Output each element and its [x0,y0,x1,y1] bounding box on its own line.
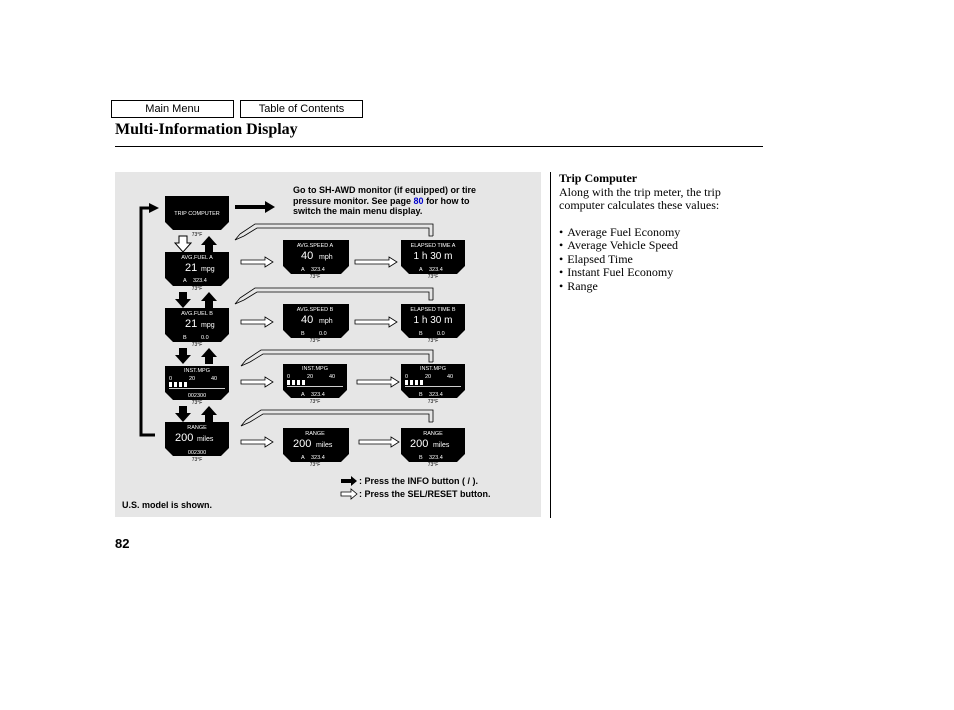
svg-text:40: 40 [447,374,454,380]
svg-text:73°F: 73°F [191,400,203,406]
list-item: • Average Vehicle Speed [559,239,759,253]
loop-arrow-head [149,203,159,213]
sidebar-text [559,172,759,293]
display-avg-speed-b [283,304,349,344]
svg-text:A: A [419,267,423,273]
display-elapsed-a [401,240,465,280]
svg-text:323.4: 323.4 [311,455,325,461]
svg-text:B: B [419,331,423,337]
page-number: 82 [115,536,130,551]
display-trip-computer [165,196,229,238]
svg-text:0.0: 0.0 [201,335,209,341]
display-avg-fuel-a [165,252,229,292]
page-80-link[interactable]: 80 [413,196,424,206]
temp-label: 73°F [191,232,203,238]
arrow-pair-2 [175,292,217,308]
list-item: • Range [559,280,759,294]
display-label: TRIP COMPUTER [174,211,220,217]
svg-text:INST.MPG: INST.MPG [302,366,328,372]
svg-text:INST.MPG: INST.MPG [420,366,446,372]
display-inst-mpg [165,366,229,406]
svg-text:AVG.FUEL B: AVG.FUEL B [181,311,213,317]
svg-text:ELAPSED TIME B: ELAPSED TIME B [410,307,456,313]
page-title: Multi-Information Display [115,121,298,138]
svg-text:0: 0 [169,376,173,382]
legend-info-arrow [341,476,357,486]
svg-text:B: B [183,335,187,341]
svg-text:RANGE: RANGE [423,431,443,437]
svg-text:0.0: 0.0 [319,331,327,337]
svg-text:mpg: mpg [201,266,215,273]
arrow-pair-3 [175,348,217,364]
table-of-contents-button[interactable]: Table of Contents [240,100,363,118]
svg-text:40: 40 [211,376,218,382]
svg-text:ELAPSED TIME A: ELAPSED TIME A [410,243,456,249]
svg-text:miles: miles [433,442,450,449]
svg-text:200: 200 [293,438,312,450]
svg-text:323.4: 323.4 [311,267,325,273]
svg-text:INST.MPG: INST.MPG [184,368,210,374]
figure-panel [115,172,541,517]
loop-line [141,208,155,435]
svg-text:A: A [301,267,305,273]
svg-text:73°F: 73°F [309,274,321,280]
svg-text:A: A [301,455,305,461]
svg-text:323.4: 323.4 [429,392,443,398]
main-menu-button[interactable]: Main Menu [111,100,234,118]
note-line-2: pressure monitor. See page 80 for how to [293,196,470,206]
feature-list [559,226,759,294]
svg-text:73°F: 73°F [427,338,439,344]
svg-text:1 h 30 m: 1 h 30 m [413,315,453,326]
svg-text:RANGE: RANGE [305,431,325,437]
svg-text:AVG.FUEL A: AVG.FUEL A [181,255,213,261]
svg-text:miles: miles [197,436,214,443]
legend-info-text: : Press the INFO button ( / ). [359,476,478,486]
svg-text:323.4: 323.4 [193,278,207,284]
display-avg-speed-a [283,240,349,280]
svg-text:0.0: 0.0 [437,331,445,337]
info-arrow [235,201,275,213]
model-note: U.S. model is shown. [122,500,213,510]
svg-text:0: 0 [405,374,409,380]
svg-text:200: 200 [410,438,429,450]
svg-text:40: 40 [301,314,314,326]
svg-text:73°F: 73°F [427,462,439,468]
svg-text:AVG.SPEED B: AVG.SPEED B [296,307,334,313]
svg-text:1 h 30 m: 1 h 30 m [413,251,453,262]
svg-text:40: 40 [329,374,336,380]
title-rule [115,146,763,147]
arrow-pair-1 [175,236,217,252]
svg-text:A: A [301,392,305,398]
svg-text:73°F: 73°F [309,399,321,405]
list-item: • Instant Fuel Economy [559,266,759,280]
svg-text:40: 40 [301,250,314,262]
sel-arrows [241,257,399,447]
svg-text:323.4: 323.4 [429,267,443,273]
svg-text:20: 20 [307,374,314,380]
svg-text:73°F: 73°F [191,342,203,348]
svg-text:B: B [419,455,423,461]
display-range [165,422,229,463]
svg-text:mpg: mpg [201,322,215,329]
svg-text:A: A [183,278,187,284]
svg-text:RANGE: RANGE [187,425,207,431]
svg-text:20: 20 [189,376,196,382]
column-divider [550,172,551,518]
svg-text:AVG.SPEED A: AVG.SPEED A [296,243,334,249]
svg-text:21: 21 [185,262,198,274]
svg-text:323.4: 323.4 [429,455,443,461]
list-item: • Average Fuel Economy [559,226,759,240]
legend-sel-arrow [341,489,357,499]
flow-diagram [115,172,541,517]
display-avg-fuel-b [165,308,229,348]
svg-text:21: 21 [185,318,198,330]
sidebar-intro: Along with the trip meter, the trip computer calculates these values: [559,184,721,212]
svg-text:73°F: 73°F [191,457,203,463]
svg-text:mph: mph [319,318,333,325]
svg-text:mph: mph [319,254,333,261]
legend-sel-text: : Press the SEL/RESET button. [359,489,491,499]
svg-text:002300: 002300 [187,393,207,399]
display-inst-mpg-b [401,364,465,405]
svg-text:B: B [301,331,305,337]
svg-text:miles: miles [316,442,333,449]
svg-text:73°F: 73°F [427,274,439,280]
svg-text:0: 0 [287,374,291,380]
sidebar-heading: Trip Computer [559,171,638,185]
svg-text:002300: 002300 [187,450,207,456]
svg-text:73°F: 73°F [309,338,321,344]
svg-text:323.4: 323.4 [311,392,325,398]
display-range-b [401,428,465,468]
svg-text:73°F: 73°F [427,399,439,405]
arrow-pair-4 [175,406,217,422]
svg-text:20: 20 [425,374,432,380]
display-inst-mpg-a [283,364,347,405]
list-item: • Elapsed Time [559,253,759,267]
display-range-a [283,428,349,468]
svg-text:73°F: 73°F [191,286,203,292]
note-line-1: Go to SH-AWD monitor (if equipped) or tire [293,185,476,195]
svg-text:200: 200 [175,432,194,444]
svg-text:73°F: 73°F [309,462,321,468]
svg-text:B: B [419,392,423,398]
note-line-3: switch the main menu display. [293,206,423,216]
display-elapsed-b [401,304,465,344]
